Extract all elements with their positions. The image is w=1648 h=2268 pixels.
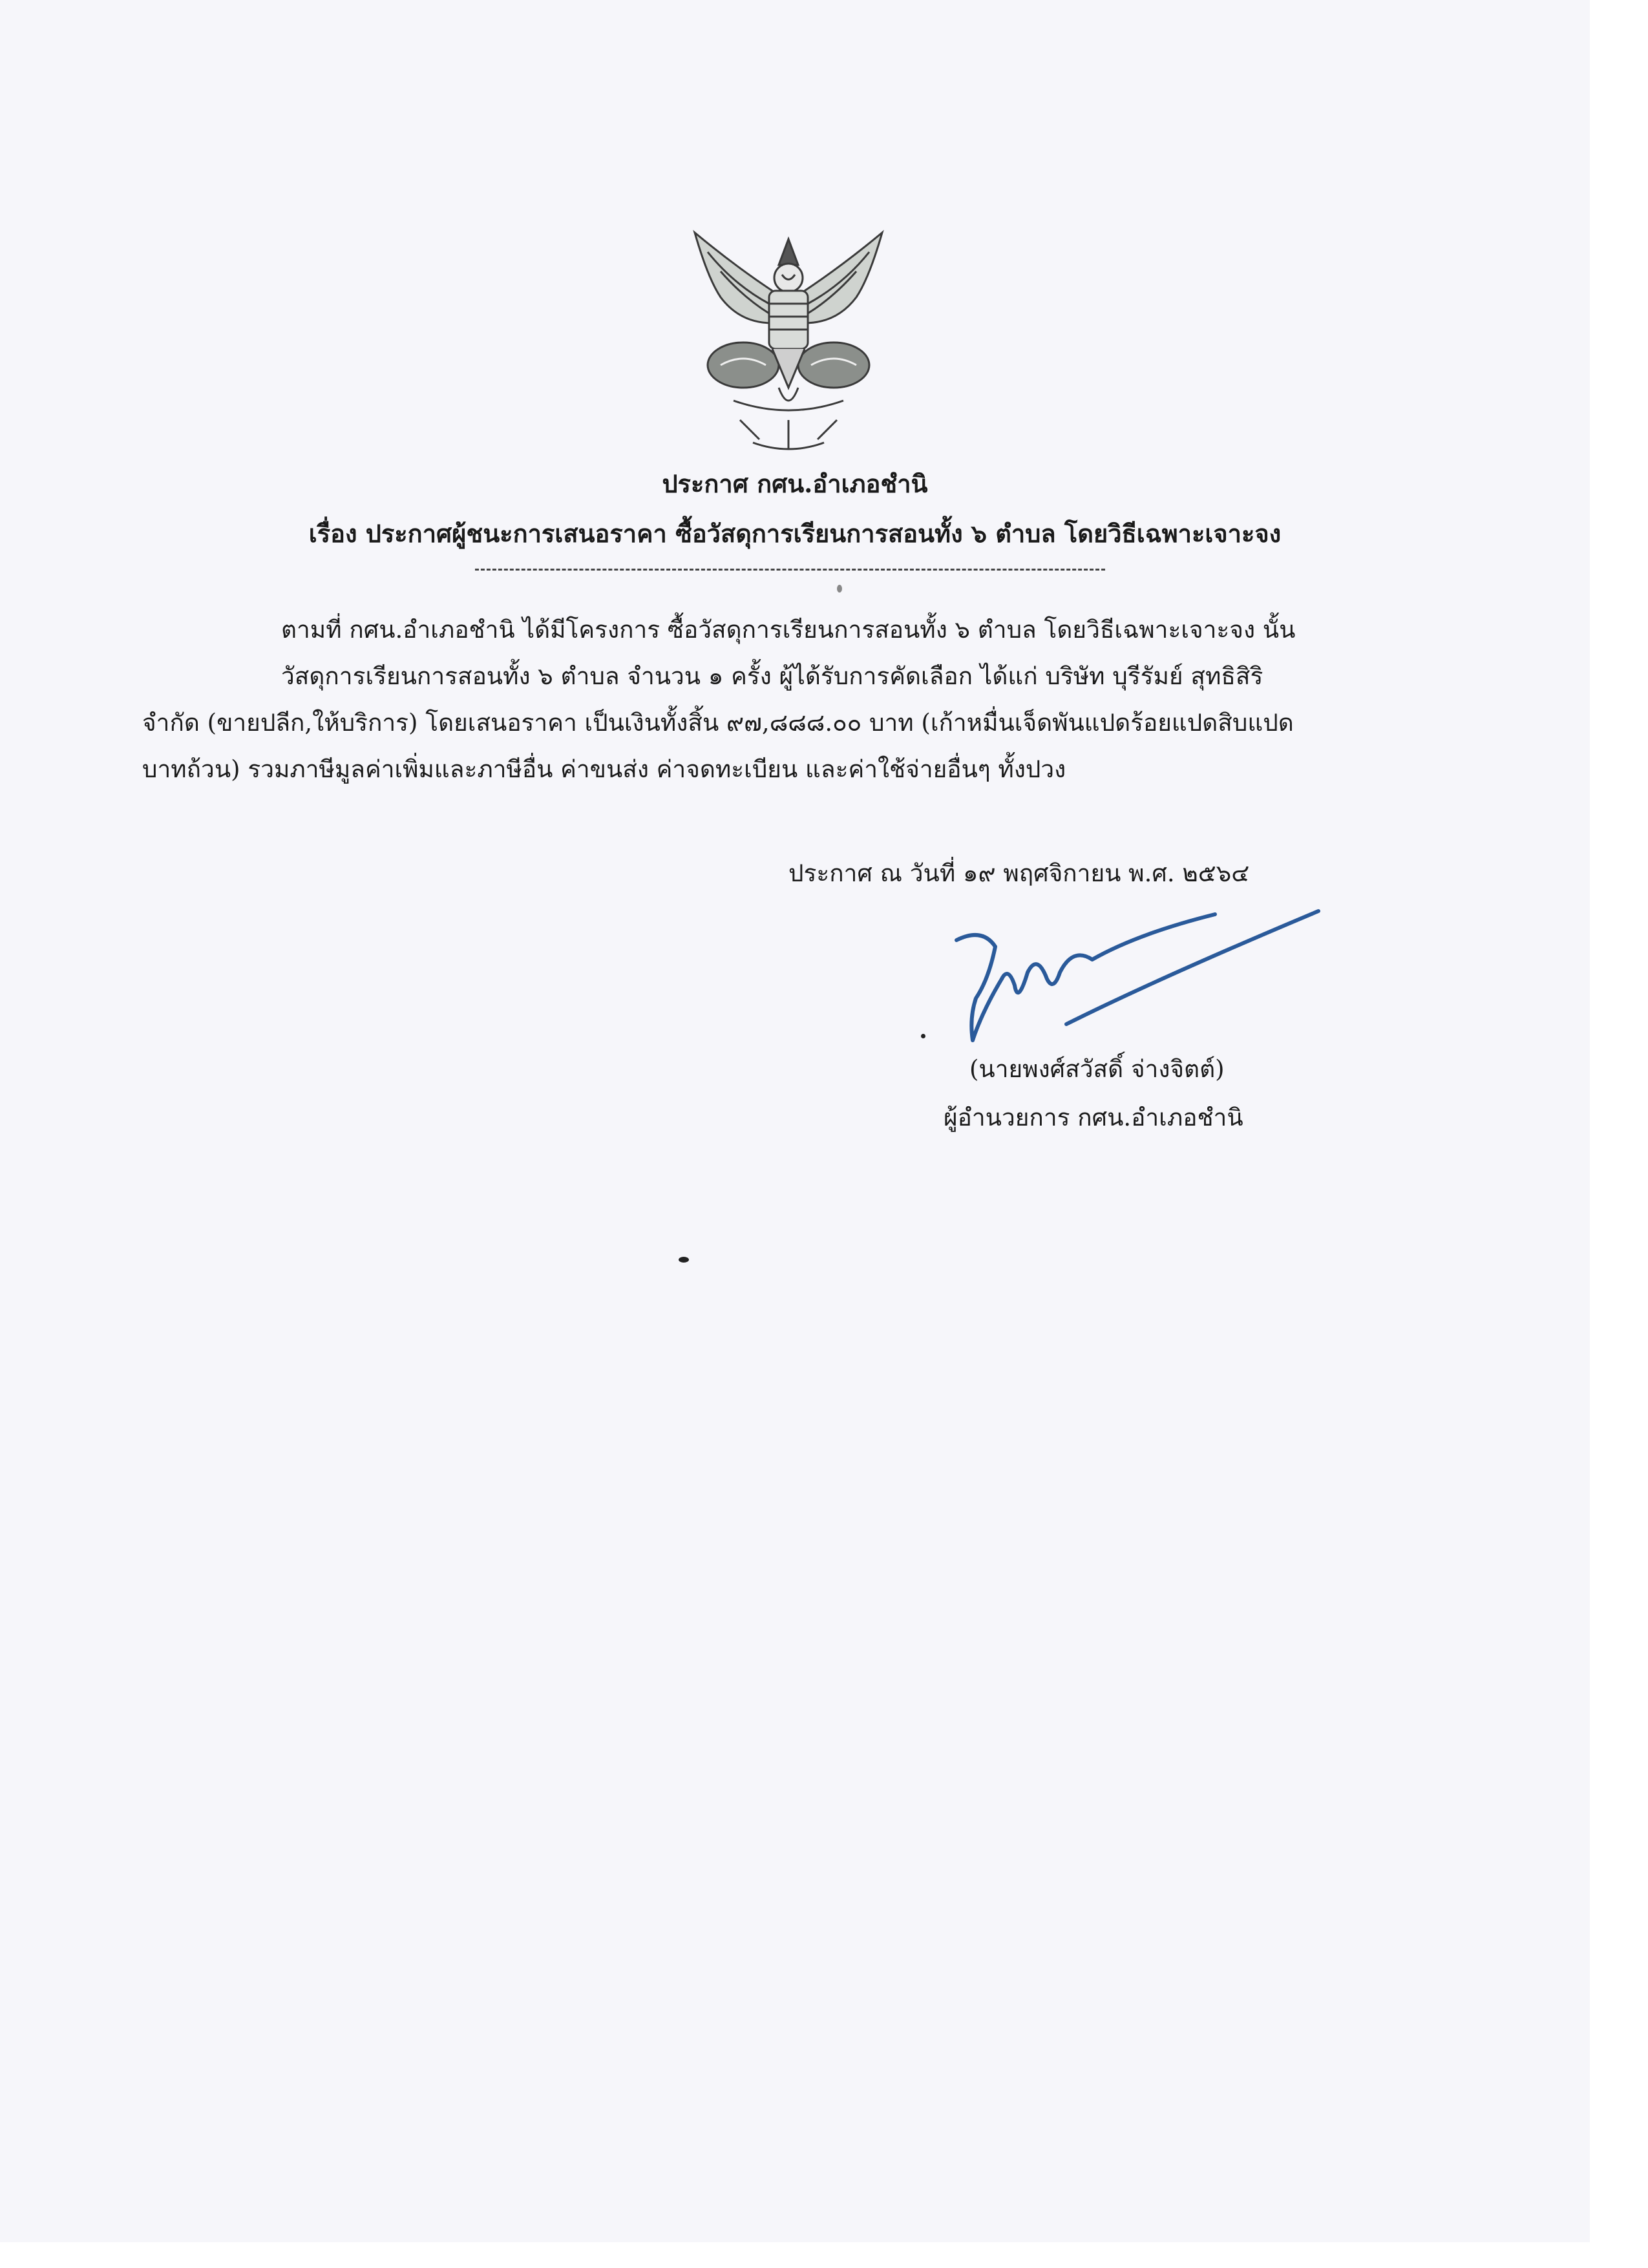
ink-speck <box>921 1034 925 1038</box>
body-line-2: วัสดุการเรียนการสอนทั้ง ๖ ตำบล จำนวน ๑ ครั้ง ผู้ได้รับการคัดเลือก ได้แก่ บริษัท บุรีรัมย์ สุทธิสิริ <box>281 662 1263 690</box>
signer-title: ผู้อำนวยการ กศน.อำเภอชำนิ <box>944 1104 1243 1131</box>
announcement-title: ประกาศ กศน.อำเภอชำนิ <box>662 469 928 498</box>
body-line-3: จำกัด (ขายปลีก,ให้บริการ) โดยเสนอราคา เป็นเงินทั้งสิ้น ๙๗,๘๘๘.๐๐ บาท (เก้าหมื่นเจ็ดพันแปดร้อยแปดสิบแปด <box>142 709 1294 737</box>
announcement-date: ประกาศ ณ วันที่ ๑๙ พฤศจิกายน พ.ศ. ๒๕๖๔ <box>788 859 1250 887</box>
signature-graphic <box>944 901 1331 1050</box>
garuda-emblem-icon <box>682 226 895 459</box>
ink-speck <box>837 585 842 593</box>
body-line-1: ตามที่ กศน.อำเภอชำนิ ได้มีโครงการ ซื้อวัสดุการเรียนการสอนทั้ง ๖ ตำบล โดยวิธีเฉพาะเจาะจง นั้น <box>281 616 1296 644</box>
announcement-subject: เรื่อง ประกาศผู้ชนะการเสนอราคา ซื้อวัสดุการเรียนการสอนทั้ง ๖ ตำบล โดยวิธีเฉพาะเจาะจง <box>308 519 1282 548</box>
ink-speck <box>679 1257 689 1263</box>
signer-name: (นายพงศ์สวัสดิ์ จ่างจิตต์) <box>969 1055 1225 1083</box>
separator-line <box>475 569 1105 571</box>
scan-right-margin <box>1590 0 1648 2268</box>
body-line-4: บาทถ้วน) รวมภาษีมูลค่าเพิ่มและภาษีอื่น ค่าขนส่ง ค่าจดทะเบียน และค่าใช้จ่ายอื่นๆ ทั้งปวง <box>142 755 1066 783</box>
scan-bottom-margin <box>0 2242 1648 2268</box>
